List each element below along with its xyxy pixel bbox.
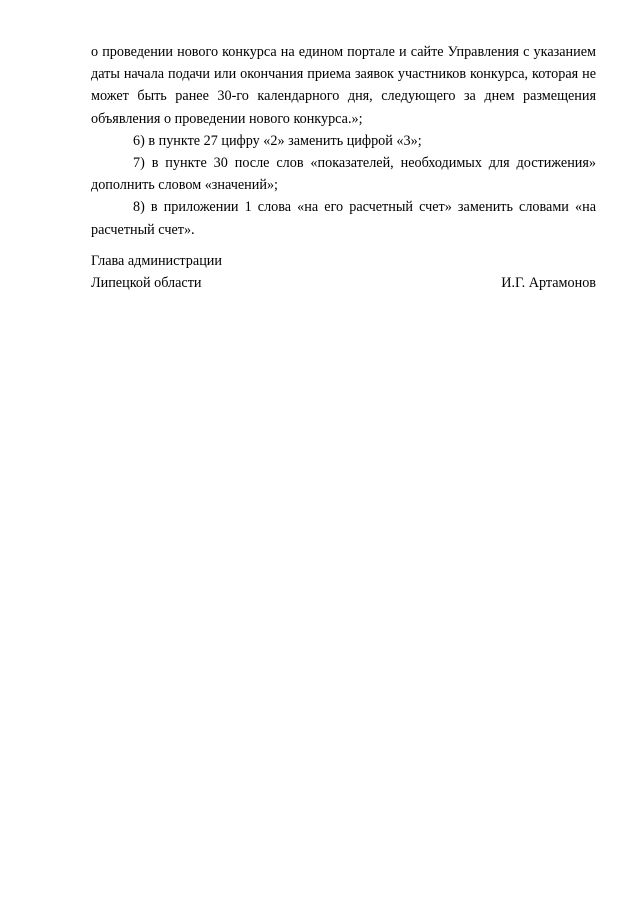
paragraph-item-6: 6) в пункте 27 цифру «2» заменить цифрой «3»; xyxy=(133,132,422,149)
signatory-name: И.Г. Артамонов xyxy=(501,275,596,292)
paragraph-item-8: 8) в приложении 1 слова «на его расчетный счет» заменить словами «на расчетный счет». xyxy=(91,199,596,238)
document-body xyxy=(91,41,596,241)
signatory-position-line1: Глава администрации xyxy=(91,253,222,269)
signatory-position-line2: Липецкой области xyxy=(91,275,202,292)
signature-row xyxy=(91,272,596,294)
paragraph-item-7: 7) в пункте 30 после слов «показателей, необходимых для достижения» дополнить словом «значений»; xyxy=(91,155,596,194)
signature-block xyxy=(91,250,596,294)
paragraph-continuation: о проведении нового конкурса на едином портале и сайте Управления с указанием даты начала подачи или окончания приема заявок участников конкурса, которая не может быть ранее 30-го календарного дня, следующего за днем размещения объявления о проведении нового конкурса.»; xyxy=(91,44,596,127)
